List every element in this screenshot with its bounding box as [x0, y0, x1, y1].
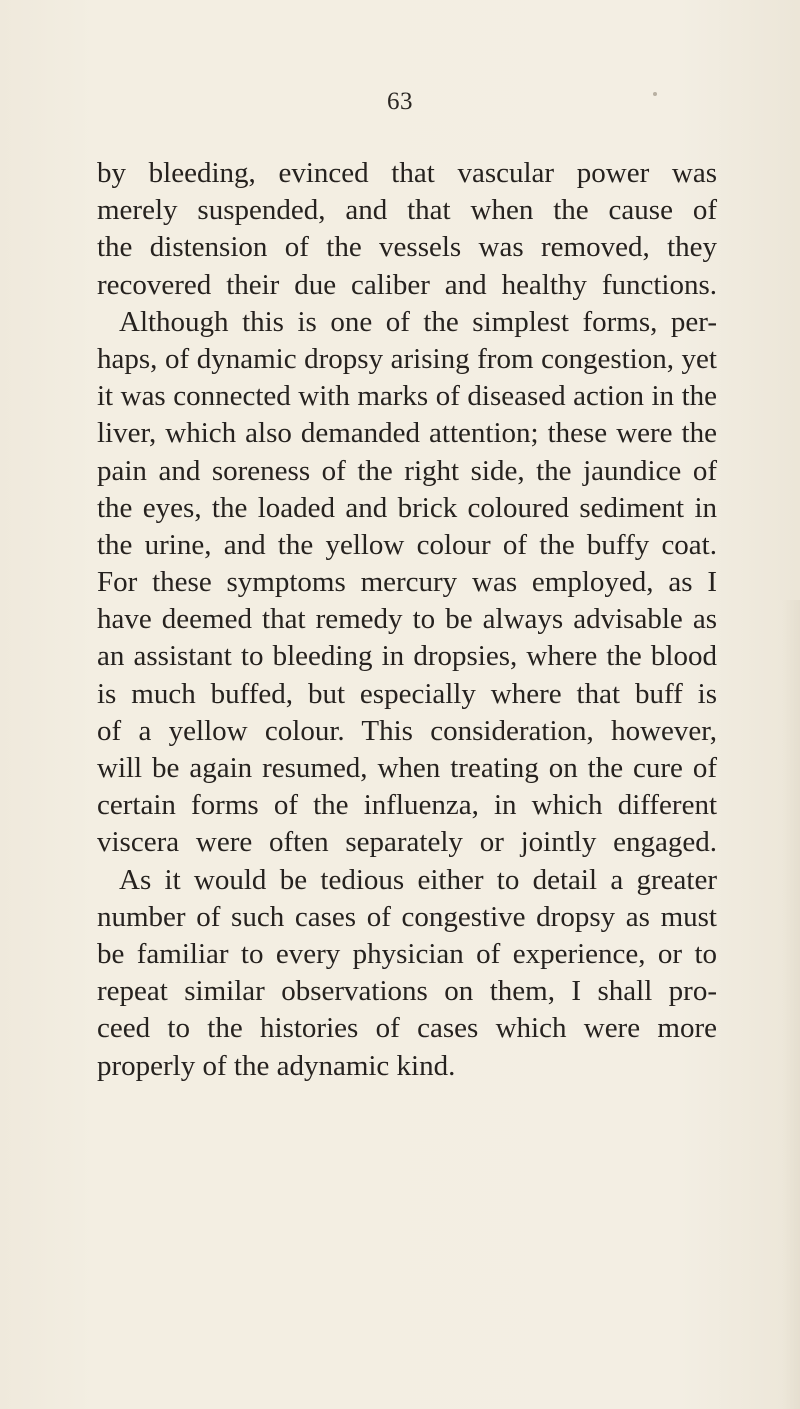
text-line: pain and soreness of the right side, the jaundice of — [97, 454, 717, 487]
text-line: the distension of the vessels was removed, they — [97, 231, 717, 264]
text-line: have deemed that remedy to be always advisable as — [97, 603, 717, 636]
text-line: the urine, and the yellow colour of the buffy coat. — [97, 528, 717, 561]
text-line: viscera were often separately or jointly engaged. — [97, 826, 717, 859]
text-line: an assistant to bleeding in dropsies, where the blood — [97, 640, 717, 673]
paragraph-first-line: Although this is one of the simplest forms, per- — [119, 305, 717, 338]
text-line: certain forms of the influenza, in which different — [97, 789, 717, 822]
text-line: ceed to the histories of cases which were more — [97, 1012, 717, 1045]
text-line: For these symptoms mercury was employed, as I — [97, 566, 717, 599]
text-line: merely suspended, and that when the cause of — [97, 194, 717, 227]
text-line: recovered their due caliber and healthy functions. — [97, 268, 717, 301]
paragraph-last-line: properly of the adynamic kind. — [97, 1049, 456, 1082]
text-line: number of such cases of congestive dropsy as must — [97, 900, 717, 933]
text-line: is much buffed, but especially where that buff is — [97, 677, 717, 710]
page-number: 63 — [387, 88, 413, 115]
text-line: haps, of dynamic dropsy arising from congestion, yet — [97, 342, 717, 375]
text-line: of a yellow colour. This consideration, however, — [97, 714, 717, 747]
paper-speck — [653, 92, 657, 96]
text-line: liver, which also demanded attention; these were the — [97, 417, 717, 450]
text-line: it was connected with marks of diseased action in the — [97, 380, 717, 413]
text-line: repeat similar observations on them, I shall pro- — [97, 975, 717, 1008]
body-text — [97, 155, 717, 1085]
text-line: be familiar to every physician of experience, or to — [97, 937, 717, 970]
paragraph-first-line: As it would be tedious either to detail a greater — [119, 863, 717, 896]
text-line: will be again resumed, when treating on the cure of — [97, 752, 717, 784]
text-line: by bleeding, evinced that vascular power was — [97, 157, 717, 189]
text-line: the eyes, the loaded and brick coloured sediment in — [97, 491, 717, 524]
page-edge-shadow — [782, 600, 800, 1409]
